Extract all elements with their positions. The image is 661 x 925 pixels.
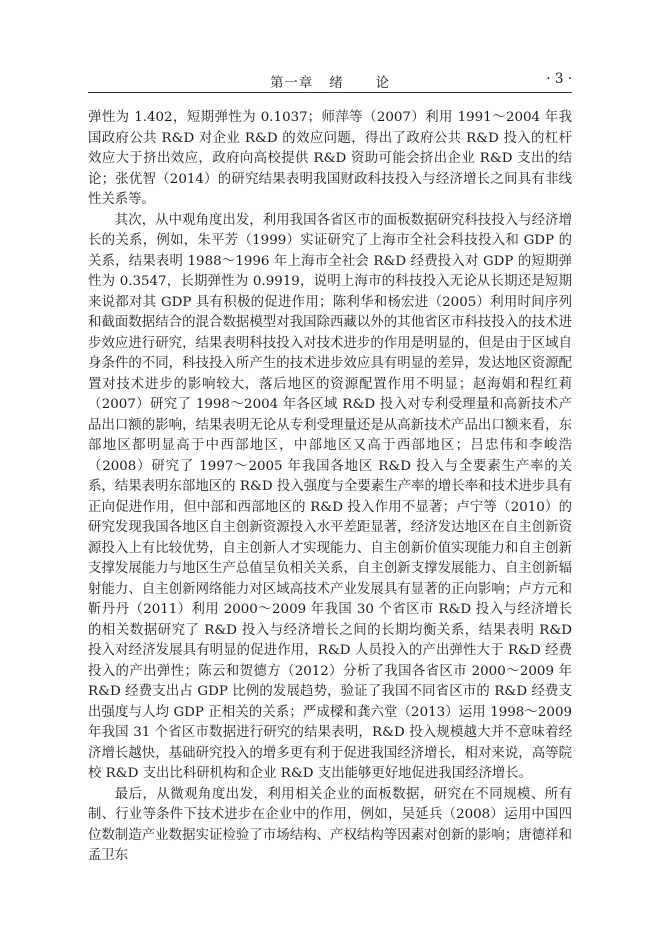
body-text bbox=[88, 108, 572, 867]
paragraph-1: 弹性为 1.402，短期弹性为 0.1037；师萍等（2007）利用 1991～2004 年我国政府公共 R&D 对企业 R&D 的效应问题，得出了政府公共 R&D 投入的杠杆效应大于挤出效应，政府向高校提供 R&D 资助可能会挤出企业 R&D 支出的结论；张优智（2014）的研究结果表明我国财政科技投入与经济增长之间具有非线性关系等。 bbox=[88, 110, 572, 207]
running-header bbox=[88, 70, 572, 93]
page-number: · 3 · bbox=[546, 71, 572, 87]
paragraph-2: 其次，从中观角度出发，利用我国各省区市的面板数据研究科技投入与经济增长的关系，例如，朱平芳（1999）实证研究了上海市全社会科技投入和 GDP 的关系，结果表明 1988～1996 年上海市全社会 R&D 经费投入对 GDP 的短期弹性为 0.3547，长期弹性为 0.9919，说明上海市的科技投入无论从长期还是短期来说都对其 GDP 具有积极的促进作用；陈利华和杨宏进（2005）利用时间序列和截面数据结合的混合数据模型对我国除西藏以外的其他省区市科技投入的技术进步效应进行研究，结果表明科技投入对技术进步的作用是明显的，但是由于区域自身条件的不同，科技投入所产生的技术进步效应具有明显的差异，发达地区资源配置对技术进步的影响较大，落后地区的资源配置作用不明显；赵海娟和程红莉（2007）研究了 1998～2004 年各区域 R&D 投入对专利受理量和高新技术产品出口额的影响，结果表明无论从专利受理量还是从高新技术产品出口额来看，东部地区都明显高于中西部地区，中部地区又高于西部地区；吕忠伟和李峻浩（2008）研究了 1997～2005 年我国各地区 R&D 投入与全要素生产率的关系，结果表明东部地区的 R&D 投入强度与全要素生产率的增长率和技术进步具有正向促进作用，但中部和西部地区的 R&D 投入作用不显著；卢宁等（2010）的研究发现我国各地区自主创新资源投入水平差距显著，经济发达地区在自主创新资源投入上有比较优势，自主创新人才实现能力、自主创新价值实现能力和自主创新支撑发展能力与地区生产总值呈负相关关系，自主创新支撑发展能力、自主创新辐射能力、自主创新网络能力对区域高技术产业发展具有显著的正向影响；卢方元和靳丹丹（2011）利用 2000～2009 年我国 30 个省区市 R&D 投入与经济增长的相关数据研究了 R&D 投入与经济增长之间的长期均衡关系，结果表明 R&D 投入对经济发展具有明显的促进作用，R&D 人员投入的产出弹性大于 R&D 经费投入的产出弹性；陈云和贺德方（2012）分析了我国各省区市 2000～2009 年 R&D 经费支出占 GDP 比例的发展趋势，验证了我国不同省区市的 R&D 经费支出强度与人均 GDP 正相关的关系；严成樑和龚六堂（2013）运用 1998～2009 年我国 31 个省区市数据进行研究的结果表明，R&D 投入规模越大并不意味着经济增长越快，基础研究投入的增多更有利于促进我国经济增长，相对来说，高等院校 R&D 支出比科研机构和企业 R&D 支出能够更好地促进我国经济增长。 bbox=[88, 212, 572, 781]
chapter-title: 第一章 绪 论 bbox=[269, 75, 391, 91]
paragraph-3: 最后，从微观角度出发，利用相关企业的面板数据，研究在不同规模、所有制、行业等条件下技术进步在企业中的作用，例如，吴延兵（2008）运用中国四位数制造产业数据实证检验了市场结构、产权结构等因素对创新的影响；唐德祥和孟卫东 bbox=[88, 786, 572, 863]
